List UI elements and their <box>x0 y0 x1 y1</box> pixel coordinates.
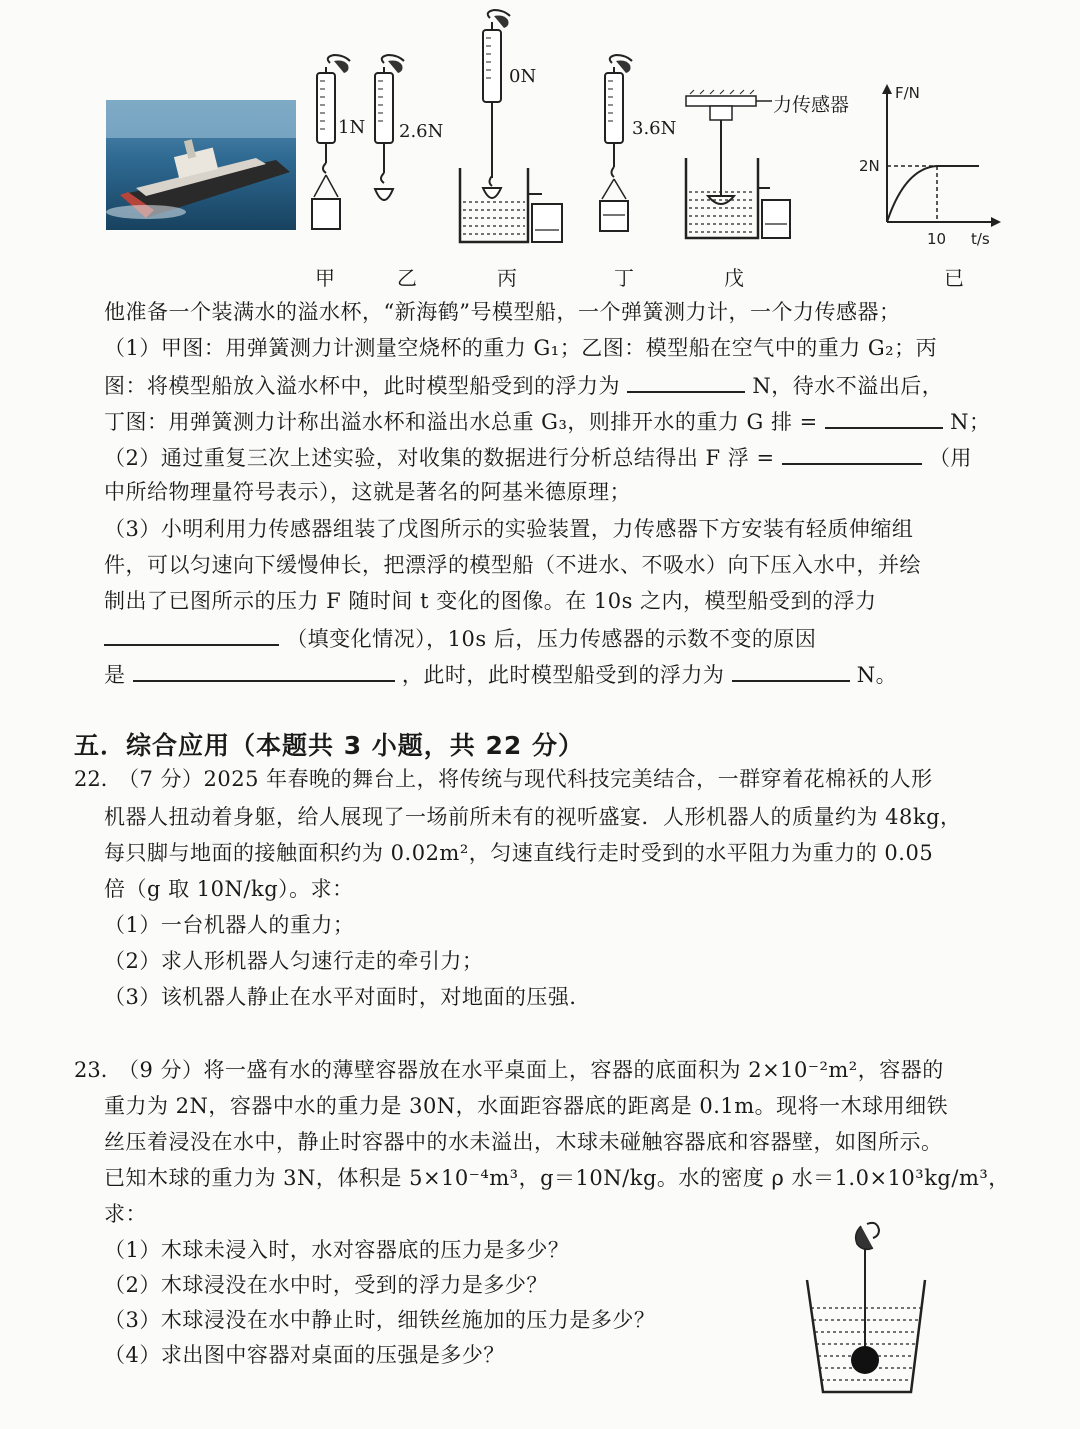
scale-figure-jia <box>300 55 375 240</box>
answer-blank-displaced-weight[interactable] <box>825 405 943 429</box>
reading-yi: 2.6N <box>399 121 444 142</box>
sensor-label: 力传感器 <box>773 94 850 116</box>
q21-part2-line1-text: （2）通过重复三次上述实验，对收集的数据进行分析总结得出 F 浮 = <box>104 446 775 470</box>
q21-part3-line5-tail: N。 <box>856 663 898 687</box>
q21-part2-line1-tail: （用 <box>928 446 972 470</box>
q23-sub3: （3）木球浸没在水中静止时，细铁丝施加的压力是多少？ <box>104 1308 656 1332</box>
answer-blank-reason[interactable] <box>133 658 395 682</box>
answer-blank-change[interactable] <box>104 622 279 646</box>
q21-part1-line2-tail: N，待水不溢出后， <box>752 374 944 398</box>
scale-figure-bing <box>452 8 567 248</box>
q21-part2-line1 <box>104 441 972 473</box>
q21-part3-line4 <box>104 622 816 654</box>
q21-part3-line5-text: ，此时，此时模型船受到的浮力为 <box>401 663 725 687</box>
q21-part1-line3-text: 丁图：用弹簧测力计称出溢水杯和溢出水总重 G₃，则排开水的重力 G 排 = <box>104 410 818 434</box>
q23-sub1: （1）木球未浸入时，水对容器底的压力是多少？ <box>104 1238 570 1262</box>
q23-line4: 已知木球的重力为 3N，体积是 5×10⁻⁴m³，g＝10N/kg。水的密度 ρ 水＝1.0×10³kg/m³， <box>104 1166 1010 1190</box>
q22-sub1: （1）一台机器人的重力； <box>104 913 355 937</box>
q21-intro: 他准备一个装满水的溢水杯，“新海鹤”号模型船，一个弹簧测力计，一个力传感器； <box>104 300 901 324</box>
label-yi: 乙 <box>397 266 417 290</box>
q21-part3-line5 <box>104 658 897 690</box>
answer-blank-archimedes[interactable] <box>782 441 922 465</box>
q23-line5: 求： <box>104 1202 147 1226</box>
q22-line1: （7 分）2025 年春晚的舞台上，将传统与现代科技完美结合，一群穿着花棉袄的人形 <box>118 767 933 791</box>
answer-blank-buoyancy[interactable] <box>627 369 745 393</box>
q22-number: 22． <box>74 767 122 791</box>
q22-line4: 倍（g 取 10N/kg）。求： <box>104 877 354 901</box>
force-time-graph <box>859 82 1015 252</box>
q22-sub3: （3）该机器人静止在水平对面时，对地面的压强． <box>104 985 591 1009</box>
reading-jia: 1N <box>338 117 366 138</box>
q21-part1-line1: （1）甲图：用弹簧测力计测量空烧杯的重力 G₁；乙图：模型船在空气中的重力 G₂；丙 <box>104 336 938 360</box>
q21-part3-line4-text: （填变化情况），10s 后，压力传感器的示数不变的原因 <box>286 627 817 651</box>
ship-photo <box>106 100 296 230</box>
q23-line1: （9 分）将一盛有水的薄壁容器放在水平桌面上，容器的底面积为 2×10⁻²m²，容器的 <box>118 1058 944 1082</box>
q22-line2: 机器人扭动着身躯，给人展现了一场前所未有的视听盛宴．人形机器人的质量约为 48kg， <box>104 805 962 829</box>
reading-ding: 3.6N <box>632 118 677 139</box>
label-jia: 甲 <box>315 266 335 290</box>
graph-x-tick: 10 <box>927 230 947 248</box>
label-ji: 已 <box>944 266 964 290</box>
q21-part3-line1: （3）小明利用力传感器组装了戊图所示的实验装置，力传感器下方安装有轻质伸缩组 <box>104 517 914 541</box>
q21-part3-line2: 件，可以匀速向下缓慢伸长，把漂浮的模型船（不进水、不吸水）向下压入水中，并绘 <box>104 553 921 577</box>
q23-sub2: （2）木球浸没在水中时，受到的浮力是多少？ <box>104 1273 548 1297</box>
q21-part1-line3 <box>104 405 991 437</box>
q23-sub4: （4）求出图中容器对桌面的压强是多少？ <box>104 1343 505 1367</box>
q23-line3: 丝压着浸没在水中，静止时容器中的水未溢出，木球未碰触容器底和容器壁，如图所示。 <box>104 1130 943 1154</box>
q21-part1-line2-text: 图：将模型船放入溢水杯中，此时模型船受到的浮力为 <box>104 374 620 398</box>
container-ball-figure <box>795 1220 935 1400</box>
figure-strip <box>0 0 1080 292</box>
q21-part3-line3: 制出了已图所示的压力 F 随时间 t 变化的图像。在 10s 之内，模型船受到的浮力 <box>104 589 877 613</box>
q22-line3: 每只脚与地面的接触面积约为 0.02m²，匀速直线行走时受到的水平阻力为重力的 0.05 <box>104 841 934 865</box>
q23-number: 23． <box>74 1058 122 1082</box>
q23-line2: 重力为 2N，容器中水的重力是 30N，水面距容器底的距离是 0.1m。现将一木球用细铁 <box>104 1094 949 1118</box>
section-heading: 五．综合应用（本题共 3 小题，共 22 分） <box>74 731 585 760</box>
graph-x-axis-label: t/s <box>971 230 990 248</box>
q21-part3-line5-lead: 是 <box>104 663 126 687</box>
q21-part2-line2: 中所给物理量符号表示），这就是著名的阿基米德原理； <box>104 480 631 504</box>
label-ding: 丁 <box>614 266 634 290</box>
label-wu: 戊 <box>724 266 744 290</box>
q21-part1-line2 <box>104 369 943 401</box>
q22-sub2: （2）求人形机器人匀速行走的牵引力； <box>104 949 484 973</box>
q21-part1-line3-tail: N； <box>950 410 991 434</box>
scale-figure-ding <box>596 55 641 240</box>
reading-bing: 0N <box>509 66 537 87</box>
answer-blank-final-buoyancy[interactable] <box>732 658 850 682</box>
graph-y-axis-label: F/N <box>895 84 920 102</box>
label-bing: 丙 <box>497 266 517 290</box>
graph-y-tick: 2N <box>859 157 880 175</box>
